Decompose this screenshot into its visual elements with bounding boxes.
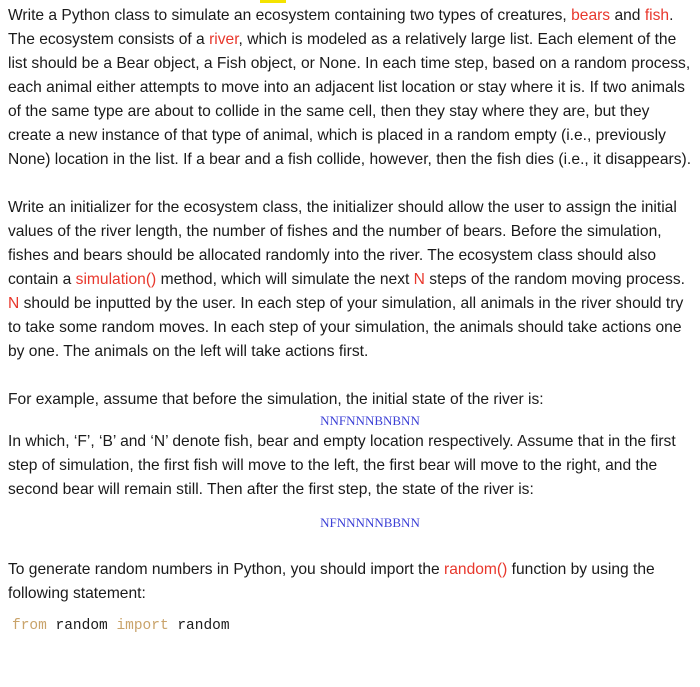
term-fish: fish: [644, 7, 670, 24]
term-random-function: random(): [444, 561, 508, 578]
module-name: random: [55, 618, 108, 634]
term-n-steps: N: [413, 271, 425, 288]
paragraph-ecosystem-intro: Write a Python class to simulate an ecosystem containing two types of creatures, bears and fish. The ecosystem consists of a river, which is modeled as a relatively large list. Each element of the list should be a Bear object, a Fish object, or None. In each time step, based on a random process, each animal either attempts to move into an adjacent list location or stay where it is. If two animals of the same type are about to collide in the same cell, then they stay where they are, but they create a new instance of that type of animal, which is placed in a random empty (i.e., previously None) location in the list. If a bear and a fish collide, however, then the fish dies (i.e., it disappears).: [8, 7, 692, 168]
river-after-step-state: NFNNNNNBBNN: [320, 515, 420, 530]
paragraph-example: For example, assume that before the simulation, the initial state of the river is:: [8, 391, 544, 408]
paragraph-legend: In which, ‘F’, ‘B’ and ‘N’ denote fish, bear and empty location respectively. Assume that in the first step of simulation, the first fish will move to the left, the first bear will move to the right, and the second bear will remain still. Then after the first step, the state of the river is:: [8, 433, 676, 498]
paragraph-initializer: Write an initializer for the ecosystem class, the initializer should allow the user to assign the initial values of the river length, the number of fishes and the number of bears. Before the simulation, fishes and bears should be allocated randomly into the river. The ecosystem class should also contain a simulation() method, which will simulate the next N steps of the random moving process. N should be inputted by the user. In each step of your simulation, all animals in the river should try to take some random moves. In each step of your simulation, the animals should take actions one by one. The animals on the left will take actions first.: [8, 199, 685, 360]
keyword-import: import: [116, 618, 169, 634]
term-bears: bears: [571, 7, 611, 24]
term-simulation-method: simulation(): [75, 271, 157, 288]
term-river: river: [209, 31, 239, 48]
river-initial-state: NNFNNNBNBNN: [320, 413, 420, 428]
paragraph-random-import: To generate random numbers in Python, you should import the random() function by using the following statement:: [8, 561, 655, 602]
imported-name: random: [177, 618, 230, 634]
term-n-input: N: [8, 295, 20, 312]
problem-statement: [8, 4, 692, 638]
keyword-from: from: [12, 618, 47, 634]
import-statement-code: [8, 614, 692, 638]
text-highlight-marker: [260, 0, 286, 3]
